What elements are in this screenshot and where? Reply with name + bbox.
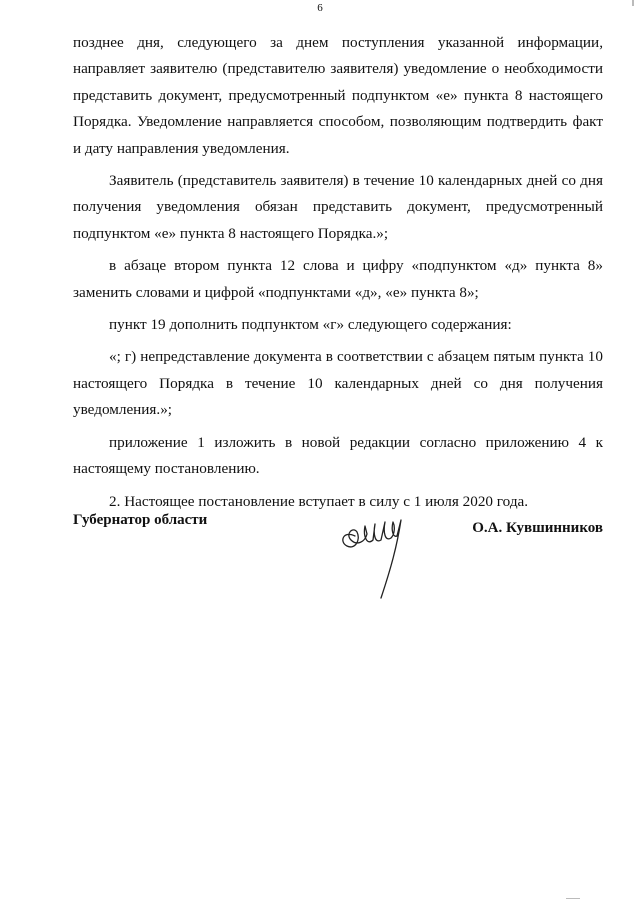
signature-block (73, 512, 603, 612)
body-paragraph: приложение 1 изложить в новой редакции согласно приложению 4 к настоящему постановлению. (73, 433, 603, 478)
body-paragraph: Заявитель (представитель заявителя) в течение 10 календарных дней со дня получения уведомления обязан представить документ, предусмотренный подпунктом «е» пункта 8 настоящего Порядка.»; (73, 172, 603, 242)
document-body (73, 30, 603, 515)
signer-name: О.А. Кувшинников (472, 520, 603, 536)
scan-edge-mark (566, 898, 580, 899)
body-paragraph: в абзаце втором пункта 12 слова и цифру «подпунктом «д» пункта 8» заменить словами и цифрой «подпунктами «д», «е» пункта 8»; (73, 257, 603, 301)
handwritten-signature (335, 506, 425, 606)
body-paragraph: 2. Настоящее постановление вступает в силу с 1 июля 2020 года. (109, 492, 529, 510)
body-paragraph: позднее дня, следующего за днем поступления указанной информации, направляет заявителю (представителю заявителя) уведомление о необходимости представить документ, предусмотренный подпунктом «е» пункта 8 настоящего Порядка. Уведомление направляется способом, позволяющим подтвердить факт и дату направления уведомления. (73, 34, 603, 157)
signer-position-title: Губернатор области (73, 512, 208, 528)
page-number: 6 (317, 2, 323, 14)
body-paragraph: пункт 19 дополнить подпунктом «г» следующего содержания: (109, 316, 512, 334)
body-paragraph: «; г) непредставление документа в соответствии с абзацем пятым пункта 10 настоящего Порядка в течение 10 календарных дней со дня получения уведомления.»; (73, 348, 603, 419)
